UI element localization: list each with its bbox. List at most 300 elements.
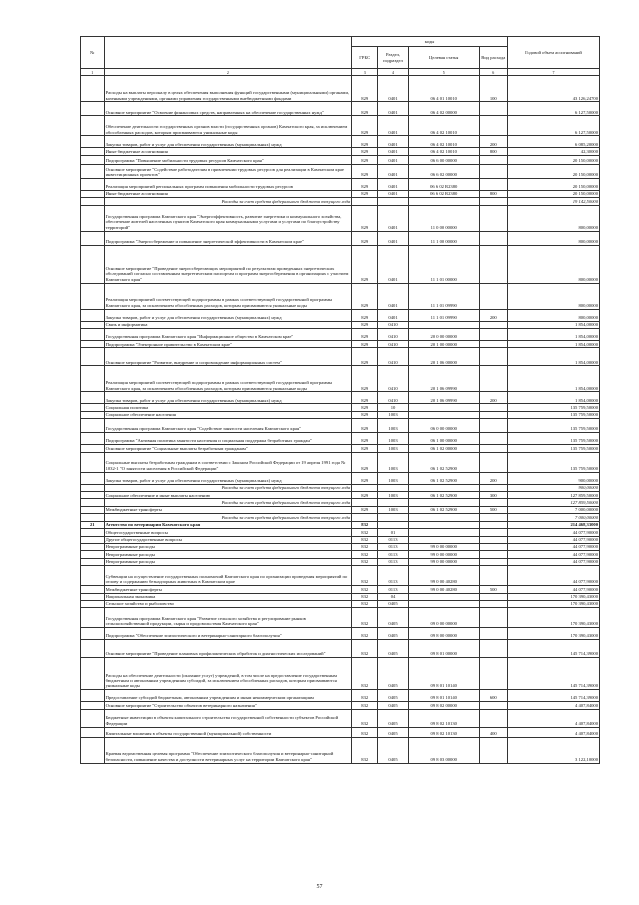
row-description-cell: Социальное обеспечение и иные выплаты населению (104, 492, 352, 499)
row-grbs-cell (352, 198, 378, 205)
row-number-cell (81, 514, 105, 521)
row-grbs-cell: 829 (352, 452, 378, 472)
header-number: № (81, 37, 105, 69)
table-row (81, 452, 600, 472)
table-row (81, 231, 600, 245)
row-number-cell (81, 178, 105, 190)
row-amount-cell: 800,00000 (507, 205, 599, 231)
table-row (81, 702, 600, 709)
row-section-cell: 0405 (378, 709, 409, 727)
row-number-cell (81, 558, 105, 565)
row-description-cell: Подпрограмма "Повышение мобильности трудовых ресурсов Камчатского края" (104, 155, 352, 164)
row-section-cell: 01 (378, 529, 409, 536)
row-section-cell: 0405 (378, 737, 409, 763)
table-body (81, 76, 600, 763)
row-description-cell: Непрограммные расходы (104, 543, 352, 550)
row-number-cell (81, 136, 105, 148)
row-description-cell: Социальное обеспечение населения (104, 411, 352, 418)
row-number-cell (81, 366, 105, 392)
row-target-cell: 06 6 00 00000 (408, 155, 479, 164)
row-number-cell (81, 551, 105, 558)
row-target-cell: 11 1 01 09990 (408, 283, 479, 309)
row-section-cell: 0405 (378, 658, 409, 690)
row-description-cell: Расходы за счет средств федерального бюджета текущего года (104, 514, 352, 521)
page-number: 57 (316, 884, 323, 890)
row-number-cell (81, 543, 105, 550)
row-grbs-cell: 829 (352, 283, 378, 309)
row-grbs-cell: 832 (352, 690, 378, 702)
row-target-cell (408, 198, 479, 205)
row-grbs-cell: 832 (352, 543, 378, 550)
row-target-cell (408, 404, 479, 411)
row-grbs-cell: 832 (352, 658, 378, 690)
row-amount-cell: 20 150,00000 (507, 178, 599, 190)
row-grbs-cell: 832 (352, 600, 378, 607)
row-section-cell: 10 (378, 404, 409, 411)
row-amount-cell: 127 859,50000 (507, 499, 599, 506)
row-amount-cell: 4 407,84000 (507, 702, 599, 709)
row-target-cell: 11 0 00 00000 (408, 205, 479, 231)
row-grbs-cell: 832 (352, 593, 378, 600)
row-target-cell (408, 521, 479, 528)
row-grbs-cell: 832 (352, 737, 378, 763)
row-type-cell (479, 321, 507, 328)
table-row (81, 321, 600, 328)
row-number-cell (81, 445, 105, 452)
row-type-cell (479, 404, 507, 411)
row-amount-cell: 800,00000 (507, 309, 599, 321)
row-number-cell (81, 506, 105, 513)
row-amount-cell: 145 714,39000 (507, 658, 599, 690)
row-type-cell (479, 529, 507, 536)
row-number-cell (81, 348, 105, 366)
row-type-cell (479, 558, 507, 565)
row-type-cell: 200 (479, 136, 507, 148)
row-target-cell (408, 411, 479, 418)
row-section-cell: 0401 (378, 136, 409, 148)
table-row (81, 136, 600, 148)
table-row (81, 492, 600, 499)
row-type-cell (479, 452, 507, 472)
table-header (81, 37, 600, 76)
row-description-cell: Подпрограмма "Обеспечение эпизоотического и ветеринарно-санитарного благополучия" (104, 628, 352, 640)
row-target-cell: 11 1 01 00000 (408, 245, 479, 283)
table-row (81, 566, 600, 586)
row-section-cell (378, 499, 409, 506)
row-target-cell: 06 1 02 52900 (408, 452, 479, 472)
row-description-cell: Субвенции на осуществление государственных полномочий Камчатского края по организации проведения мероприятий по отлову и содержанию безнадзорных животных в Камчатском крае (104, 566, 352, 586)
row-amount-cell: 44 077,90000 (507, 529, 599, 536)
row-target-cell: 99 0 00 00000 (408, 551, 479, 558)
row-number-cell (81, 309, 105, 321)
row-section-cell: 1003 (378, 506, 409, 513)
row-amount-cell: 135 759,50000 (507, 452, 599, 472)
row-amount-cell: 135 759,50000 (507, 419, 599, 433)
row-target-cell: 09 0 00 00000 (408, 608, 479, 628)
row-number-cell (81, 231, 105, 245)
row-target-cell: 06 4 02 10010 (408, 148, 479, 155)
row-description-cell: Капитальные вложения в объекты государственной (муниципальной) собственности (104, 727, 352, 737)
table-row (81, 366, 600, 392)
row-description-cell: Основное мероприятие "Строительство объектов ветеринарного назначения" (104, 702, 352, 709)
row-target-cell: 20 1 00 00000 (408, 341, 479, 348)
table-row (81, 551, 600, 558)
table-row (81, 484, 600, 491)
row-amount-cell: 170 390,43000 (507, 628, 599, 640)
table-row (81, 348, 600, 366)
row-target-cell: 06 4 02 10010 (408, 116, 479, 136)
table-row (81, 593, 600, 600)
header-description (104, 37, 352, 69)
row-grbs-cell: 829 (352, 411, 378, 418)
row-description-cell: Подпрограмма "Электронное правительство в Камчатском крае" (104, 341, 352, 348)
row-section-cell (378, 514, 409, 521)
row-amount-cell: 135 759,50000 (507, 433, 599, 445)
table-row (81, 640, 600, 658)
row-number-cell (81, 392, 105, 404)
row-description-cell: Подпрограмма "Активная политика занятости населения и социальная поддержка безработных граждан" (104, 433, 352, 445)
row-section-cell: 0405 (378, 608, 409, 628)
row-section-cell: 0113 (378, 558, 409, 565)
row-target-cell: 20 0 00 00000 (408, 329, 479, 341)
row-amount-cell: 20 150,00000 (507, 155, 599, 164)
row-section-cell: 0405 (378, 690, 409, 702)
row-type-cell (479, 628, 507, 640)
table-row (81, 178, 600, 190)
row-section-cell: 0405 (378, 600, 409, 607)
row-number-cell (81, 433, 105, 445)
row-type-cell (479, 521, 507, 528)
row-number-cell (81, 658, 105, 690)
row-description-cell: Расходы за счет средств федерального бюджета текущего года (104, 198, 352, 205)
row-type-cell (479, 411, 507, 418)
row-grbs-cell: 829 (352, 231, 378, 245)
row-type-cell (479, 658, 507, 690)
row-description-cell: Основное мероприятие "Освоение финансовых средств, направленных на обеспечение государственных нужд" (104, 102, 352, 116)
row-number-cell (81, 737, 105, 763)
row-amount-cell: 6 127,50000 (507, 116, 599, 136)
row-type-cell: 800 (479, 148, 507, 155)
row-description-cell: Непрограммные расходы (104, 558, 352, 565)
row-description-cell: Реализация мероприятий соответствующей подпрограммы в рамках соответствующей государственной программы Камчатского края, за исключением обособленных расходов, которым присваиваются уникальные коды (104, 366, 352, 392)
row-description-cell: Иные бюджетные ассигнования (104, 190, 352, 197)
row-type-cell: 500 (479, 586, 507, 593)
table-row (81, 690, 600, 702)
row-number-cell (81, 566, 105, 586)
row-grbs-cell: 829 (352, 205, 378, 231)
table-row (81, 514, 600, 521)
row-number-cell (81, 155, 105, 164)
row-description-cell: Непрограммные расходы (104, 551, 352, 558)
table-row (81, 205, 600, 231)
row-description-cell: Расходы на обеспечение деятельности (оказание услуг) учреждений, в том числе на предоставление государственным бюджетным и автономным учреждениям субсидий, за исключением обособленных расходов, которым присваиваются уникальные коды (104, 658, 352, 690)
row-number-cell (81, 283, 105, 309)
row-section-cell: 0401 (378, 231, 409, 245)
row-target-cell: 09 8 00 00000 (408, 628, 479, 640)
row-target-cell: 09 8 01 10140 (408, 658, 479, 690)
table-row (81, 190, 600, 197)
row-grbs-cell: 829 (352, 148, 378, 155)
row-amount-cell: 44 077,90000 (507, 543, 599, 550)
row-grbs-cell: 832 (352, 702, 378, 709)
row-target-cell: 06 6 02 R2380 (408, 190, 479, 197)
row-type-cell: 200 (479, 392, 507, 404)
row-number-cell (81, 419, 105, 433)
row-amount-cell: 800,00000 (507, 245, 599, 283)
table-row (81, 392, 600, 404)
row-amount-cell: 20 150,00000 (507, 190, 599, 197)
row-grbs-cell: 832 (352, 586, 378, 593)
table-row (81, 472, 600, 484)
row-section-cell: 1003 (378, 445, 409, 452)
row-amount-cell: 170 390,43000 (507, 593, 599, 600)
row-grbs-cell: 829 (352, 329, 378, 341)
table-row (81, 404, 600, 411)
table-row (81, 411, 600, 418)
header-section: Раздел, подраздел (378, 47, 409, 69)
row-amount-cell: 4 407,84000 (507, 727, 599, 737)
row-amount-cell: 170 390,43000 (507, 608, 599, 628)
row-description-cell: Государственная программа Камчатского края "Содействие занятости населения Камчатского края" (104, 419, 352, 433)
row-target-cell: 09 8 03 00000 (408, 737, 479, 763)
row-description-cell: Реализация мероприятий региональных программ повышения мобильности трудовых ресурсов (104, 178, 352, 190)
row-amount-cell: 4 407,84000 (507, 709, 599, 727)
row-description-cell: Расходы на выплаты персоналу в целях обеспечения выполнения функций государственными (муниципальными) органами, казенными учреждениями, органами управления государственными внебюджетными фондами (104, 76, 352, 102)
row-section-cell: 0410 (378, 341, 409, 348)
row-type-cell (479, 608, 507, 628)
row-amount-cell: 170 390,43000 (507, 600, 599, 607)
row-type-cell (479, 419, 507, 433)
row-type-cell: 300 (479, 492, 507, 499)
row-grbs-cell: 829 (352, 341, 378, 348)
row-description-cell: Межбюджетные трансферты (104, 506, 352, 513)
row-section-cell (378, 521, 409, 528)
table-row (81, 329, 600, 341)
row-type-cell: 100 (479, 76, 507, 102)
row-amount-cell: 1 854,00000 (507, 348, 599, 366)
row-number-cell (81, 600, 105, 607)
row-type-cell (479, 329, 507, 341)
table-row (81, 709, 600, 727)
row-type-cell: 500 (479, 506, 507, 513)
row-target-cell: 99 0 00 40280 (408, 566, 479, 586)
row-description-cell: Другие общегосударственные вопросы (104, 536, 352, 543)
row-section-cell (378, 484, 409, 491)
row-number-cell (81, 76, 105, 102)
row-type-cell (479, 445, 507, 452)
row-section-cell: 1003 (378, 452, 409, 472)
row-number-cell: 21 (81, 521, 105, 528)
row-type-cell (479, 205, 507, 231)
row-target-cell: 06 4 02 10010 (408, 136, 479, 148)
row-target-cell (408, 514, 479, 521)
header-colnum-3: 3 (352, 69, 378, 76)
row-section-cell (378, 198, 409, 205)
row-number-cell (81, 102, 105, 116)
row-target-cell: 20 1 06 09990 (408, 392, 479, 404)
row-type-cell (479, 702, 507, 709)
table-row (81, 628, 600, 640)
table-row (81, 116, 600, 136)
row-number-cell (81, 164, 105, 178)
row-description-cell: Межбюджетные трансферты (104, 586, 352, 593)
row-description-cell: Расходы за счет средств федерального бюджета текущего года (104, 499, 352, 506)
row-description-cell: Социальная политика (104, 404, 352, 411)
row-grbs-cell: 832 (352, 640, 378, 658)
row-amount-cell: 20 150,00000 (507, 164, 599, 178)
row-target-cell: 09 8 02 10130 (408, 709, 479, 727)
row-description-cell: Основное мероприятие "Проведение плановых профилактических обработок и диагностических исследований" (104, 640, 352, 658)
row-grbs-cell: 829 (352, 419, 378, 433)
row-type-cell (479, 102, 507, 116)
row-type-cell (479, 640, 507, 658)
header-target: Целевая статья (408, 47, 479, 69)
row-amount-cell: 44 077,90000 (507, 586, 599, 593)
row-target-cell: 09 8 01 00000 (408, 640, 479, 658)
table-row (81, 283, 600, 309)
row-number-cell (81, 148, 105, 155)
header-colnum-2: 2 (104, 69, 352, 76)
table-row (81, 543, 600, 550)
row-number-cell (81, 608, 105, 628)
row-amount-cell: 1 854,00000 (507, 366, 599, 392)
row-target-cell: 06 0 00 00000 (408, 419, 479, 433)
row-section-cell: 0401 (378, 245, 409, 283)
row-section-cell: 0113 (378, 551, 409, 558)
row-target-cell: 06 6 02 00000 (408, 164, 479, 178)
row-section-cell: 0410 (378, 392, 409, 404)
header-colnum-7: 7 (507, 69, 599, 76)
row-section-cell: 0401 (378, 205, 409, 231)
row-type-cell (479, 709, 507, 727)
table-row (81, 529, 600, 536)
row-number-cell (81, 640, 105, 658)
table-row (81, 102, 600, 116)
row-number-cell (81, 492, 105, 499)
row-type-cell (479, 198, 507, 205)
row-section-cell: 1003 (378, 492, 409, 499)
row-amount-cell: 6 127,50000 (507, 102, 599, 116)
header-colnum-6: 6 (479, 69, 507, 76)
row-type-cell (479, 155, 507, 164)
table-row (81, 499, 600, 506)
row-description-cell: Основное мероприятие "Проведение энергосберегающих мероприятий по результатам проведенных энергетических обследований согласно составленным энергетическим паспортам и программ энергосбережения в организациях с участием Камчатского края" (104, 245, 352, 283)
row-grbs-cell (352, 484, 378, 491)
row-grbs-cell: 832 (352, 709, 378, 727)
table-row (81, 164, 600, 178)
row-type-cell (479, 593, 507, 600)
row-number-cell (81, 452, 105, 472)
row-amount-cell: 7 000,00000 (507, 506, 599, 513)
row-amount-cell: 6 085,20000 (507, 136, 599, 148)
header-grbs: ГРБС (352, 47, 378, 69)
row-amount-cell: 44 077,90000 (507, 551, 599, 558)
row-number-cell (81, 529, 105, 536)
row-type-cell (479, 283, 507, 309)
row-section-cell: 0401 (378, 116, 409, 136)
row-amount-cell: 145 714,39000 (507, 690, 599, 702)
row-grbs-cell: 829 (352, 404, 378, 411)
row-target-cell: 06 6 02 R2380 (408, 178, 479, 190)
row-grbs-cell: 829 (352, 155, 378, 164)
row-section-cell: 0410 (378, 348, 409, 366)
row-description-cell: Подпрограмма "Энергосбережение и повышение энергетической эффективности в Камчатском крае" (104, 231, 352, 245)
row-type-cell (479, 551, 507, 558)
row-number-cell (81, 536, 105, 543)
row-grbs-cell: 832 (352, 566, 378, 586)
row-section-cell: 0401 (378, 148, 409, 155)
header-colnum-5: 5 (408, 69, 479, 76)
row-grbs-cell: 832 (352, 628, 378, 640)
row-section-cell: 0401 (378, 76, 409, 102)
row-amount-cell: 43 126,24700 (507, 76, 599, 102)
row-target-cell: 06 1 02 52900 (408, 506, 479, 513)
row-amount-cell: 214 468,33000 (507, 521, 599, 528)
row-grbs-cell: 829 (352, 102, 378, 116)
row-target-cell: 09 8 02 00000 (408, 702, 479, 709)
row-type-cell: 600 (479, 690, 507, 702)
row-target-cell (408, 536, 479, 543)
row-target-cell: 99 0 00 00000 (408, 558, 479, 565)
row-amount-cell: 145 714,39000 (507, 640, 599, 658)
row-type-cell: 200 (479, 309, 507, 321)
row-description-cell: Основное мероприятие "Содействие работодателям в привлечении трудовых ресурсов для реализации в Камчатском крае инвестиционных проектов" (104, 164, 352, 178)
row-grbs-cell: 832 (352, 521, 378, 528)
row-target-cell (408, 593, 479, 600)
row-type-cell (479, 566, 507, 586)
table-row (81, 558, 600, 565)
row-type-cell: 400 (479, 727, 507, 737)
row-description-cell: Государственная программа Камчатского края "Энергоэффективность, развитие энергетики и коммунального хозяйства, обеспечение жителей населенных пунктов Камчатского края коммунальными услугами и услугами по благоустройству территорий" (104, 205, 352, 231)
row-section-cell: 1003 (378, 419, 409, 433)
row-grbs-cell (352, 514, 378, 521)
table-row (81, 148, 600, 155)
row-grbs-cell: 829 (352, 492, 378, 499)
table-row (81, 521, 600, 528)
table-row (81, 341, 600, 348)
row-type-cell (479, 543, 507, 550)
row-description-cell: Иные бюджетные ассигнования (104, 148, 352, 155)
row-type-cell (479, 499, 507, 506)
row-number-cell (81, 727, 105, 737)
row-section-cell: 1003 (378, 433, 409, 445)
row-amount-cell: 800,00000 (507, 283, 599, 309)
row-section-cell: 0401 (378, 102, 409, 116)
row-section-cell: 0113 (378, 536, 409, 543)
table-row (81, 536, 600, 543)
row-grbs-cell: 829 (352, 392, 378, 404)
row-description-cell: Закупка товаров, работ и услуг для обеспечения государственных (муниципальных) нужд (104, 136, 352, 148)
row-grbs-cell: 829 (352, 506, 378, 513)
row-number-cell (81, 190, 105, 197)
table-row (81, 658, 600, 690)
row-description-cell: Общегосударственные вопросы (104, 529, 352, 536)
row-section-cell: 0410 (378, 321, 409, 328)
row-type-cell (479, 536, 507, 543)
row-grbs-cell: 829 (352, 309, 378, 321)
row-number-cell (81, 404, 105, 411)
row-target-cell: 06 1 02 00000 (408, 445, 479, 452)
row-target-cell (408, 499, 479, 506)
row-number-cell (81, 245, 105, 283)
row-amount-cell: 1 854,00000 (507, 321, 599, 328)
row-type-cell (479, 178, 507, 190)
row-grbs-cell: 832 (352, 558, 378, 565)
row-description-cell: Сельское хозяйство и рыболовство (104, 600, 352, 607)
row-section-cell: 0401 (378, 164, 409, 178)
row-grbs-cell: 829 (352, 245, 378, 283)
row-section-cell: 0405 (378, 628, 409, 640)
